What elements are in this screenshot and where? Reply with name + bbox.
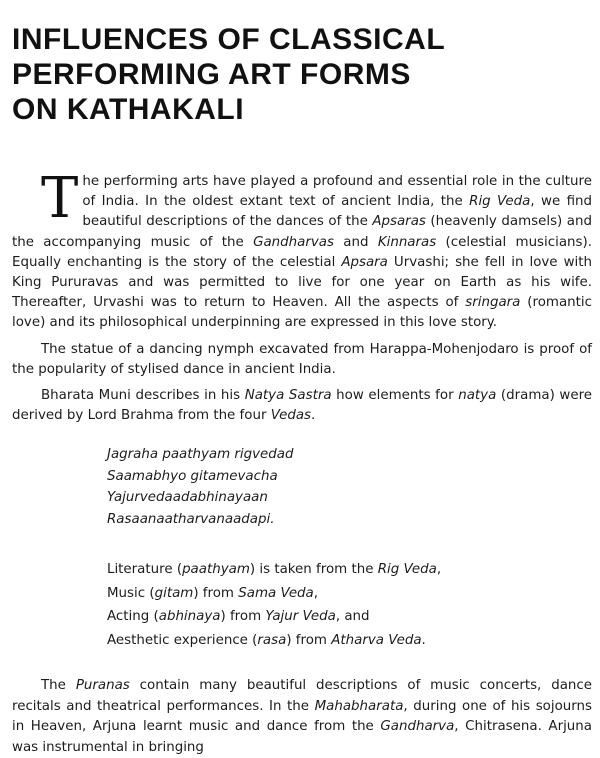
mapping-line-1: Literature (paathyam) is taken from the Rig Veda,	[107, 562, 442, 577]
mapping-line-3: Acting (abhinaya) from Yajur Veda, and	[107, 609, 370, 625]
term-apsaras: Apsaras	[372, 214, 426, 230]
paragraph-1: The performing arts have played a profound and essential role in the culture of India. In the oldest extant text of ancient India, the Rig Veda, we find beautiful descriptions of the dances of the Apsaras (heavenly damsels) and the accompanying music of the Gandharvas and Kinnaras (celestial musicians). Equally enchanting is the story of the celestial Apsara Urvashi; she fell in love with King Pururavas and was permitted to live for one year on Earth as his wife. Thereafter, Urvashi was to return to Heaven. All the aspects of sringara (romantic love) and its philosophical underpinning are expressed in this love story.	[12, 166, 592, 331]
chapter-title	[12, 22, 592, 127]
paragraph-3: Bharata Muni describes in his Natya Sastra how elements for natya (drama) were derived by Lord Brahma from the four Vedas.	[12, 388, 593, 424]
chapter-title-line-1: INFLUENCES OF CLASSICAL	[12, 23, 446, 56]
verse-line-1: Jagraha paathyam rigvedad	[107, 447, 294, 462]
term-natya: natya	[458, 388, 497, 404]
chapter-title-line-2: PERFORMING ART FORMS	[12, 58, 411, 91]
verse-line-2: Saamabhyo gitamevacha	[107, 468, 278, 484]
verse-line-3: Yajurvedaadabhinayaan	[107, 490, 268, 506]
term-puranas: Puranas	[75, 678, 130, 693]
term-rig-veda: Rig Veda	[469, 194, 531, 210]
term-apsara: Apsara	[341, 254, 388, 270]
paragraph-2: The statue of a dancing nymph excavated from Harappa-Mohenjodaro is proof of the popularity of stylised dance in ancient India.	[12, 341, 592, 377]
veda-mapping	[107, 558, 441, 652]
mapping-line-2: Music (gitam) from Sama Veda,	[107, 585, 319, 601]
body-text	[12, 166, 593, 432]
term-sringara: sringara	[465, 295, 521, 311]
term-vedas: Vedas	[270, 408, 312, 424]
term-mahabharata: Mahabharata	[314, 698, 404, 714]
term-gandharva: Gandharva	[380, 719, 455, 735]
verse-line-4: Rasaanaatharvanaadapi.	[107, 511, 275, 527]
drop-cap: T	[41, 166, 79, 231]
sanskrit-verse	[107, 444, 294, 530]
chapter-title-line-3: ON KATHAKALI	[12, 93, 245, 126]
mapping-line-4: Aesthetic experience (rasa) from Atharva Veda.	[107, 632, 426, 648]
term-natya-sastra: Natya Sastra	[244, 388, 332, 404]
term-gandharvas: Gandharvas	[253, 234, 334, 250]
closing-paragraph: The Puranas contain many beautiful descriptions of music concerts, dance recitals and theatrical performances. In the Mahabharata, during one of his sojourns in Heaven, Arjuna learnt music and dance from the Gandharva, Chitrasena. Arjuna was instrumental in bringing	[12, 678, 592, 755]
term-kinnaras: Kinnaras	[377, 234, 437, 250]
